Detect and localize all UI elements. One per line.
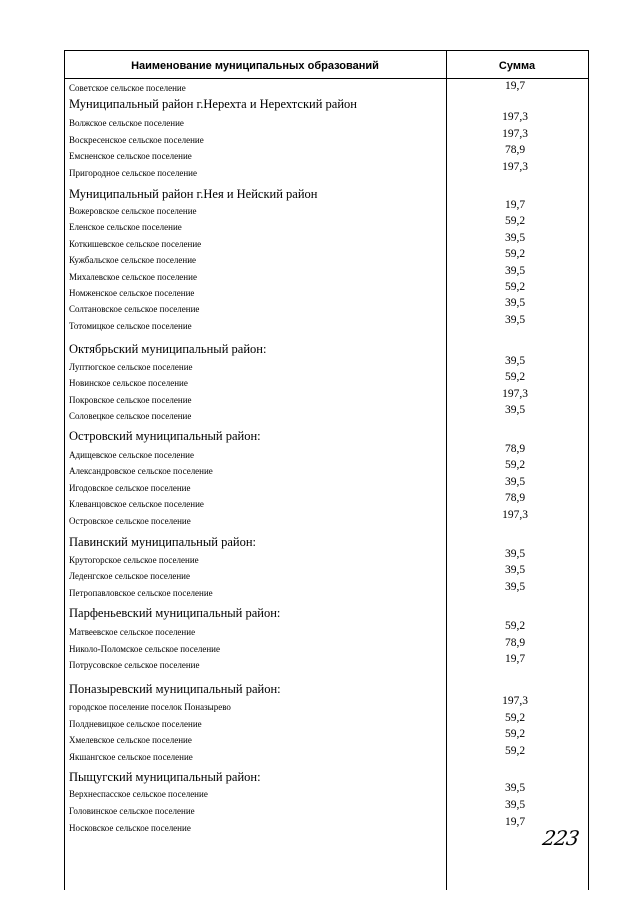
- settlement-sum: 59,2: [504, 281, 526, 293]
- settlement-name: Потрусовское сельское поселение: [69, 660, 200, 670]
- settlement-name: Кужбальское сельское поселение: [69, 255, 197, 266]
- settlement-sum: 78,9: [504, 144, 526, 156]
- settlement-sum: 59,2: [504, 248, 526, 261]
- district-title: Пыщугский муниципальный район:: [69, 770, 261, 784]
- settlement-sum: 39,5: [504, 799, 526, 811]
- table-border-left: [64, 50, 65, 890]
- settlement-sum: 197,3: [502, 111, 528, 123]
- settlement-sum: 78,9: [504, 492, 526, 505]
- settlement-sum: 39,5: [504, 548, 526, 560]
- settlement-sum: 39,5: [504, 475, 526, 488]
- settlement-name: Еленское сельское поселение: [69, 222, 182, 233]
- settlement-name: Полдневицкое сельское поселение: [69, 718, 202, 729]
- district-title: Павинский муниципальный район:: [69, 535, 256, 549]
- settlement-name: Петропавловское сельское поселение: [69, 587, 213, 598]
- settlement-sum: 59,2: [504, 371, 526, 384]
- settlement-sum: 59,2: [504, 620, 526, 632]
- settlement-sum: 59,2: [504, 459, 526, 472]
- table-border-top: [64, 50, 589, 51]
- settlement-name: Якшангское сельское поселение: [69, 751, 193, 762]
- settlement-sum: 39,5: [504, 564, 526, 577]
- settlement-sum: 59,2: [504, 744, 526, 757]
- settlement-sum: 19,7: [504, 816, 526, 828]
- settlement-name: Александровское сельское поселение: [69, 466, 213, 477]
- table-border-divider: [446, 50, 447, 890]
- settlement-sum: 78,9: [504, 636, 526, 649]
- settlement-sum: 197,3: [502, 127, 528, 140]
- settlement-name: Верхнеспасское сельское поселение: [69, 789, 208, 799]
- settlement-name: Луптюгское сельское поселение: [69, 362, 193, 372]
- settlement-name: Вожеровское сельское поселение: [69, 206, 197, 216]
- settlement-name: Солтановское сельское поселение: [69, 304, 200, 315]
- settlement-sum: 19,7: [504, 199, 526, 211]
- table-border-right: [588, 50, 589, 890]
- settlement-name: Адищевское сельское поселение: [69, 450, 194, 460]
- settlement-name: Хмелевское сельское поселение: [69, 735, 192, 746]
- settlement-name: Клеванцовское сельское поселение: [69, 499, 204, 510]
- settlement-sum: 39,5: [504, 355, 526, 367]
- settlement-name: Головинское сельское поселение: [69, 806, 195, 816]
- settlement-name: Соловецкое сельское поселение: [69, 410, 192, 421]
- settlement-name: Емсненское сельское поселение: [69, 151, 192, 161]
- district-title: Поназыревский муниципальный район:: [69, 682, 281, 696]
- settlement-name: Воскресенское сельское поселение: [69, 134, 204, 145]
- settlement-sum: 59,2: [504, 711, 526, 724]
- page-number: 223: [540, 826, 581, 850]
- settlement-name: Михалевское сельское поселение: [69, 271, 197, 282]
- settlement-name: Крутогорское сельское поселение: [69, 555, 199, 565]
- settlement-name: Тотомицкое сельское поселение: [69, 320, 192, 331]
- column-header-sum: Сумма: [498, 60, 536, 72]
- settlement-name: Носковское сельское поселение: [69, 823, 191, 833]
- district-title: Муниципальный район г.Нерехта и Нерехтский район: [69, 97, 357, 111]
- table-header-bottom: [64, 78, 589, 79]
- settlement-name: Коткишевское сельское поселение: [69, 238, 202, 249]
- settlement-sum: 59,2: [504, 215, 526, 228]
- settlement-sum: 197,3: [502, 508, 528, 521]
- settlement-name: Пригородное сельское поселение: [69, 167, 197, 178]
- settlement-name: Покровское сельское поселение: [69, 394, 192, 405]
- settlement-name: Леденгское сельское поселение: [69, 571, 190, 582]
- settlement-name: городское поселение поселок Поназырево: [69, 702, 231, 712]
- settlement-sum: 59,2: [504, 728, 526, 741]
- district-title: Октябрьский муниципальный район:: [69, 342, 267, 356]
- district-title: Островский муниципальный район:: [69, 429, 261, 443]
- settlement-sum: 39,5: [504, 264, 526, 277]
- district-title: Парфеньевский муниципальный район:: [69, 606, 281, 620]
- settlement-sum: 39,5: [504, 403, 526, 416]
- settlement-sum: 39,5: [504, 313, 526, 326]
- settlement-sum: 19,7: [504, 653, 526, 665]
- settlement-name: Игодовское сельское поселение: [69, 482, 191, 493]
- settlement-name: Номженское сельское поселение: [69, 288, 195, 298]
- settlement-name: Матвеевское сельское поселение: [69, 627, 196, 637]
- settlement-sum: 78,9: [504, 443, 526, 455]
- settlement-sum: 19,7: [504, 80, 526, 92]
- settlement-sum: 39,5: [504, 297, 526, 310]
- settlement-sum: 39,5: [504, 231, 526, 244]
- district-title: Муниципальный район г.Нея и Нейский район: [69, 187, 318, 201]
- settlement-sum: 197,3: [502, 695, 528, 707]
- settlement-sum: 197,3: [502, 387, 528, 400]
- settlement-sum: 197,3: [502, 160, 528, 173]
- settlement-name: Островское сельское поселение: [69, 515, 191, 526]
- settlement-sum: 39,5: [504, 580, 526, 593]
- settlement-name: Волжское сельское поселение: [69, 118, 184, 128]
- settlement-name: Новинское сельское поселение: [69, 378, 188, 389]
- settlement-name: Советское сельское поселение: [69, 83, 186, 93]
- column-header-name: Наименование муниципальных образований: [131, 60, 379, 72]
- settlement-sum: 39,5: [504, 782, 526, 794]
- settlement-name: Николо-Поломское сельское поселение: [69, 643, 220, 654]
